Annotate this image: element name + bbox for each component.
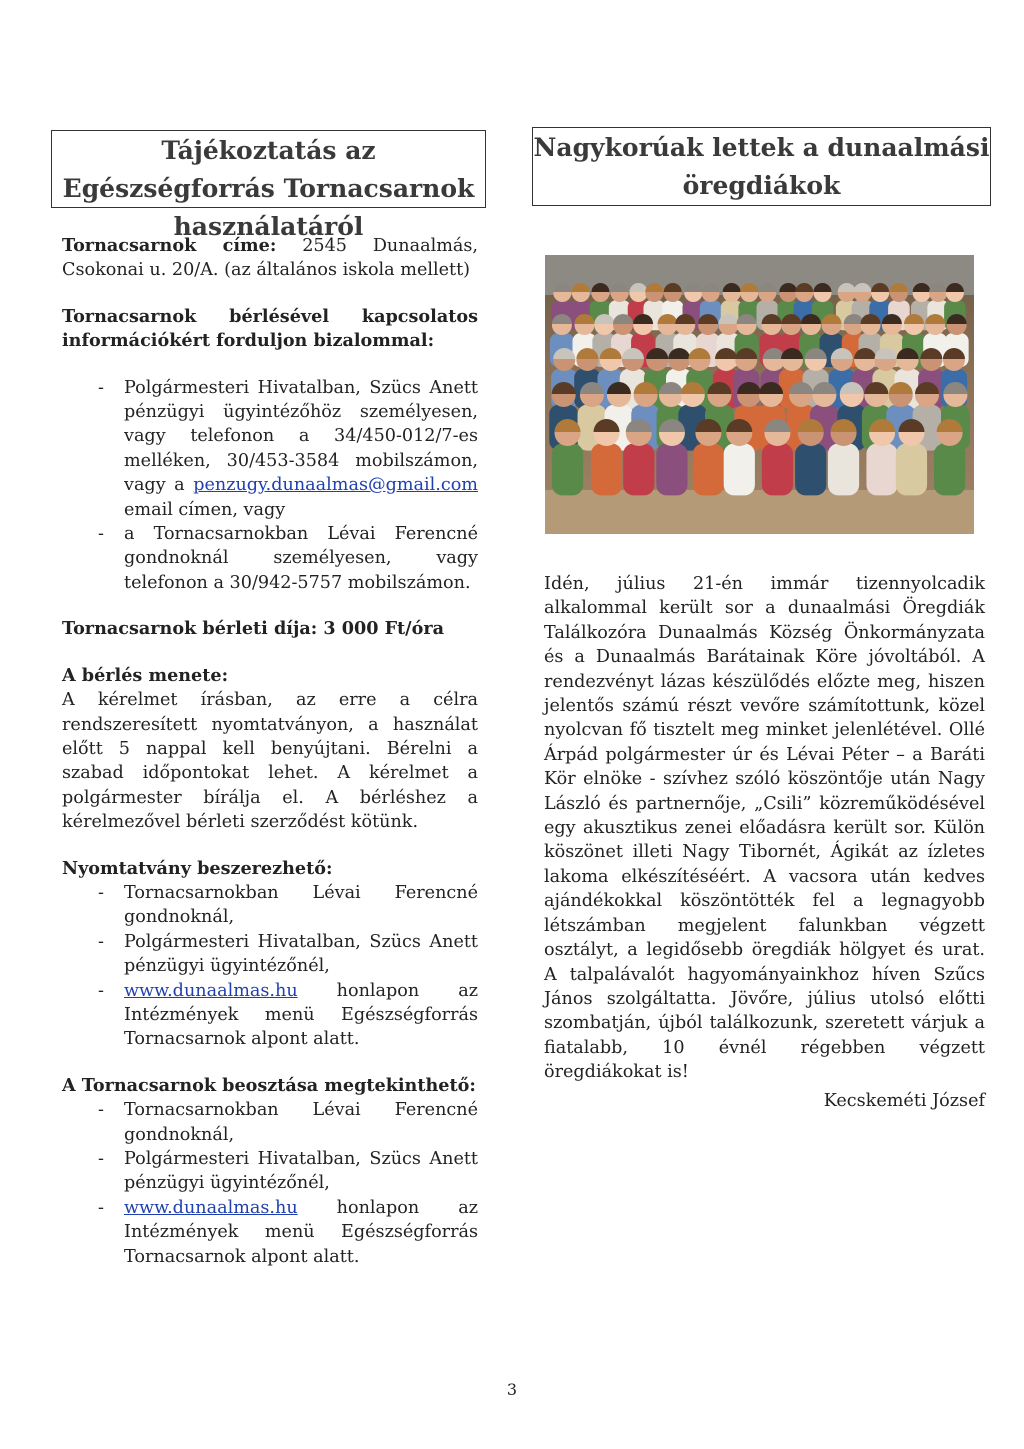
email-link[interactable]: penzugy.dunaalmas@gmail.com: [193, 475, 478, 496]
contact-list: [62, 376, 478, 596]
person-body: [693, 443, 724, 495]
schedule-heading: A Tornacsarnok beosztása megtekinthető:: [62, 1074, 476, 1096]
process-text: A kérelmet írásban, az erre a célra rendszeresített nyomtatványon, a használat előtt 5 nappal kell benyújtani. Bérelni a szabad időpontokat lehet. A kérelmet a polgármester bírálja el. A bérléshez a kérelmezővel bérleti szerződést kötünk.: [62, 690, 478, 833]
person-body: [866, 443, 897, 495]
list-item: - Tornacsarnokban Lévai Ferencné gondnoknál,: [62, 881, 478, 930]
right-article-title: Nagykorúak lettek a dunaalmási öregdiákok: [532, 127, 991, 206]
list-item: - Polgármesteri Hivatalban, Szücs Anett pénzügyi ügyintézőnél,: [62, 1147, 478, 1196]
rental-info-heading: Tornacsarnok bérlésével kapcsolatos információkért forduljon bizalommal:: [62, 305, 478, 352]
person-body: [552, 443, 583, 495]
process-heading: A bérlés menete:: [62, 664, 229, 686]
form-heading: Nyomtatvány beszerezhető:: [62, 857, 333, 879]
person-body: [828, 443, 859, 495]
list-item: - Polgármesteri Hivatalban, Szücs Anett pénzügyi ügyintézőnél,: [62, 930, 478, 979]
form-list: [62, 881, 478, 1052]
right-column: [544, 572, 985, 1113]
person-body: [934, 443, 965, 495]
author-signature: Kecskeméti József: [823, 1090, 985, 1111]
contact-item: - Polgármesteri Hivatalban, Szücs Anett pénzügyi ügyintézőhöz személyesen, vagy telefonon a 34/450-012/7-es melléken, 30/453-3584 mobilszámon, vagy a penzugy.dunaalmas@gmail.com email címen, vagy: [62, 376, 478, 522]
left-article-title: Tájékoztatás az Egészségforrás Tornacsarnok használatáról: [51, 130, 486, 208]
left-column: [62, 234, 478, 1269]
contact-item: - a Tornacsarnokban Lévai Ferencné gondnoknál személyesen, vagy telefonon a 30/942-5757 mobilszámon.: [62, 522, 478, 595]
list-item: - Tornacsarnokban Lévai Ferencné gondnoknál,: [62, 1098, 478, 1147]
list-item: - www.dunaalmas.hu honlapon az Intézmények menü Egészségforrás Tornacsarnok alpont alatt.: [62, 1196, 478, 1269]
person-body: [724, 443, 755, 495]
person-body: [762, 443, 793, 495]
group-photo: [545, 255, 974, 534]
address-text: 2545 Dunaalmás, Csokonai u. 20/A. (az általános iskola mellett): [62, 236, 478, 281]
rental-fee: Tornacsarnok bérleti díja: 3 000 Ft/óra: [62, 618, 445, 640]
person-body: [591, 443, 622, 495]
person-body: [795, 443, 826, 495]
person-body: [896, 443, 927, 495]
person-body: [656, 443, 687, 495]
page-number: 3: [506, 1380, 518, 1399]
schedule-list: [62, 1098, 478, 1269]
website-link[interactable]: www.dunaalmas.hu: [124, 980, 298, 1001]
address-label: Tornacsarnok címe:: [62, 235, 277, 256]
list-item: - www.dunaalmas.hu honlapon az Intézmények menü Egészségforrás Tornacsarnok alpont alatt.: [62, 979, 478, 1052]
address-paragraph: [62, 234, 478, 283]
article-text: Idén, július 21-én immár tizennyolcadik alkalommal került sor a dunaalmási Öregdiák Találkozóra Dunaalmás Község Önkormányzata és a Dunaalmás Barátainak Köre jóvoltából. A rendezvényt lázas készülődés előzte meg, hiszen jelentős számú részt vevőre számítottunk, közel nyolcvan fő tisztelt meg minket jelenlétével. Ollé Árpád polgármester úr és Lévai Péter – a Baráti Kör elnöke - szívhez szóló köszöntője után Nagy László és partnernője, „Csili” közreműködésével egy akusztikus zenei előadásra került sor. Külön köszönet illeti Nagy Tibornét, Ágikát az ízletes lakoma elkészítéséért. A vacsora után kedves ajándékokkal köszöntötték fel a legnagyobb létszámban megjelent falunkban végzett osztályt, a legidősebb öregdiák hölgyet és urat. A talpalávalót hagyományainkhoz híven Szűcs János szolgáltatta. Jövőre, július utolsó előtti szombatján, újból találkozunk, szeretett várjuk a fiatalabb, 10 évnél régebben végzett öregdiákokat is!: [544, 574, 985, 1083]
person-body: [623, 443, 654, 495]
website-link[interactable]: www.dunaalmas.hu: [124, 1197, 298, 1218]
